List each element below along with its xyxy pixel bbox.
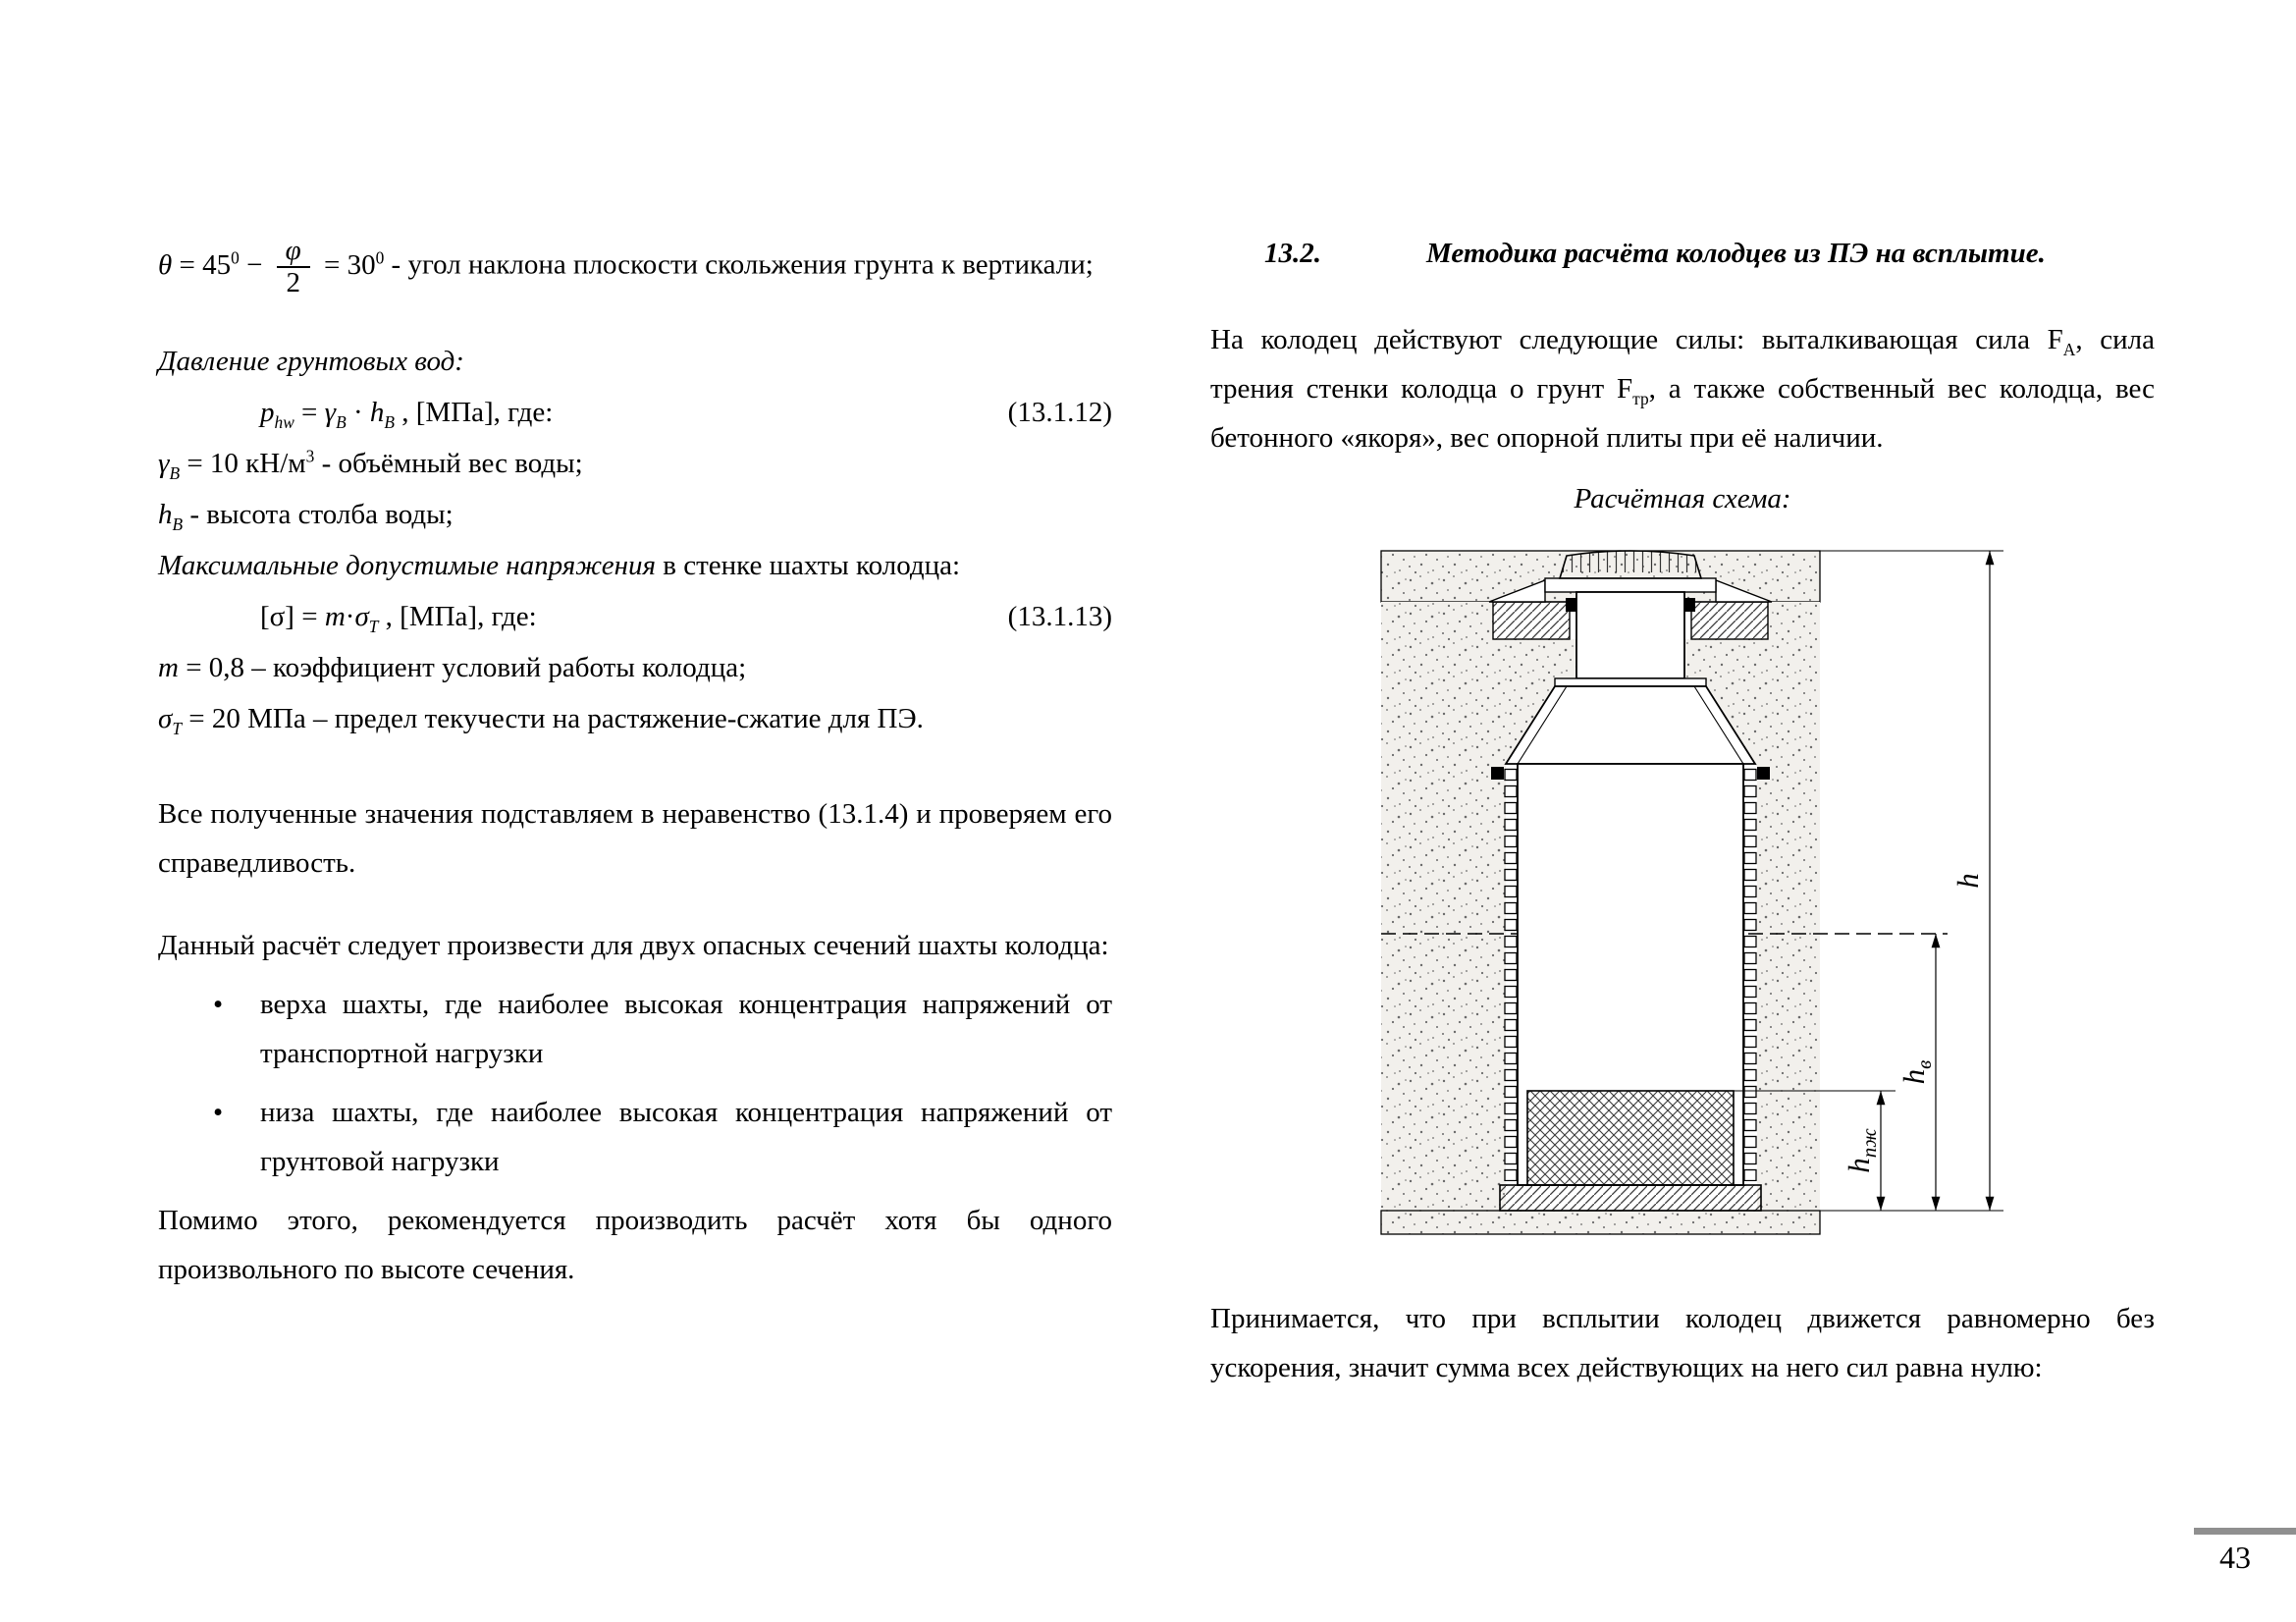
equation-13-1-12 (158, 387, 1112, 438)
dimension-label-h: h (1950, 873, 1985, 889)
right-column (1210, 229, 2155, 1392)
theta-description: - угол наклона плоскости скольжения грунта к вертикали; (391, 248, 1094, 281)
shaft-seal-right (1757, 767, 1770, 780)
section-number: 13.2. (1264, 238, 1321, 269)
bullet-item-top-of-shaft (158, 980, 1112, 1078)
page-number-divider (2194, 1528, 2296, 1535)
bullet-marker: • (213, 988, 224, 1020)
equation-13-1-13-body: $[\sigma] = m\cdot\sigma_Т$ , [МПа], где: (260, 600, 537, 636)
support-ring-right (1691, 602, 1768, 639)
equation-13-1-12-body: $p_{hw} = \gamma_В \cdot h_В$ , [МПа], где: (260, 396, 554, 432)
scheme-caption: Расчётная схема: (1574, 483, 1791, 514)
shaft-corrugation-left (1504, 767, 1518, 1181)
cone-flange (1555, 678, 1706, 686)
forces-paragraph: На колодец действуют следующие силы: выталкивающая сила $F_А$, сила трения стенки колодца о грунт $F_{тр}$, а также собственный вес колодца, вес бетонного «якоря», вес опорной плиты при её наличии. (1210, 324, 2155, 454)
equation-13-1-13 (158, 591, 1112, 642)
extra-section-paragraph: Помимо этого, рекомендуется производить расчёт хотя бы одного произвольного по высоте сечения. (158, 1204, 1112, 1285)
dimension-label-hpg: $h_{пж}$ (1842, 1128, 1881, 1173)
well-diagram (1373, 541, 2006, 1240)
floating-paragraph: Принимается, что при всплытии колодец движется равномерно без ускорения, значит сумма всех действующих на него сил равна нулю: (1210, 1303, 2155, 1383)
page-number: 43 (2219, 1540, 2251, 1575)
theta-definition-paragraph (158, 236, 1112, 298)
equation-13-1-12-number: (13.1.12) (1007, 396, 1112, 428)
bullet-text: верха шахты, где наиболее высокая концентрация напряжений от транспортной нагрузки (260, 988, 1112, 1069)
shaft-corrugation-right (1743, 767, 1757, 1181)
equation-13-1-13-number: (13.1.13) (1007, 600, 1112, 632)
shaft-seal-left (1491, 767, 1504, 780)
dimension-label-hv: $h_в$ (1896, 1059, 1936, 1085)
gamma-definition-line: $\gamma_В = 10$ $кН/м^3$ - объёмный вес воды; (158, 446, 583, 483)
theta-formula: $\theta = 45^0$ − $\frac{\varphi}{2}$ = $30^0$ (158, 235, 385, 299)
section-heading (1210, 229, 2155, 278)
telescope-pipe (1576, 592, 1684, 678)
page-number-block (2194, 1528, 2296, 1580)
bullet-marker: • (213, 1096, 224, 1128)
bullet-text: низа шахты, где наиболее высокая концентрация напряжений от грунтовой нагрузки (260, 1096, 1112, 1177)
cover-frame (1545, 578, 1716, 592)
support-ring-left (1493, 602, 1570, 639)
h-definition-line: $h_В$ - высота столба воды; (158, 498, 454, 534)
support-plate (1500, 1185, 1761, 1211)
manhole-cover (1560, 551, 1701, 578)
ground-bottom-band (1381, 1211, 1820, 1234)
sigma-t-line: $\sigma_Т = 20$ МПа – предел текучести на растяжение-сжатие для ПЭ. (158, 702, 924, 738)
groundwater-heading: Давление грунтовых вод: (158, 345, 464, 377)
telescope-seal-left (1566, 598, 1576, 612)
concrete-anchor (1527, 1091, 1734, 1185)
bullet-item-bottom-of-shaft (158, 1088, 1112, 1186)
section-title: Методика расчёта колодцев из ПЭ на всплытие. (1426, 238, 2046, 269)
max-stress-line: Максимальные допустимые напряжения в стенке шахты колодца: (158, 549, 961, 581)
left-column (158, 236, 1112, 1294)
check-paragraph: Все полученные значения подставляем в неравенство (13.1.4) и проверяем его справедливость. (158, 797, 1112, 879)
telescope-seal-right (1684, 598, 1695, 612)
m-coefficient-line: m = 0,8 – коэффициент условий работы колодца; (158, 651, 747, 683)
sections-paragraph: Данный расчёт следует произвести для двух опасных сечений шахты колодца: (158, 929, 1109, 961)
fraction-phi-over-2: $\frac{\varphi}{2}$ (277, 236, 310, 298)
